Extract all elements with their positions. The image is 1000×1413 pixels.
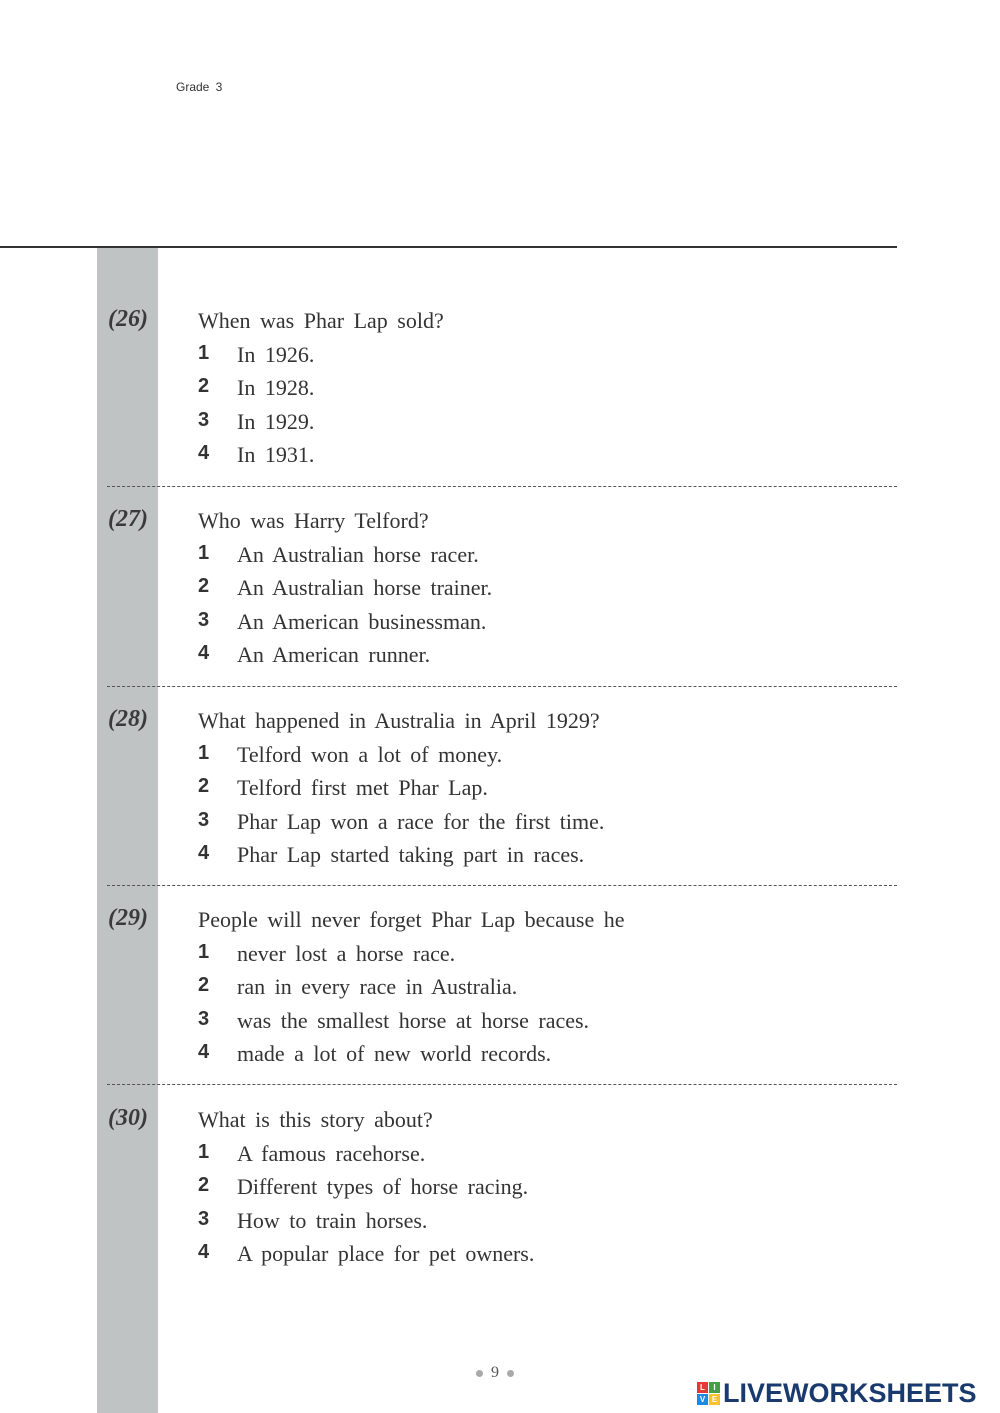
page-number-text: 9 — [491, 1364, 499, 1381]
logo-letter: L — [697, 1382, 708, 1393]
question-30 — [0, 1105, 897, 1305]
choice-number: 3 — [198, 809, 210, 831]
choice-number: 1 — [198, 941, 210, 963]
dot-icon — [507, 1370, 514, 1377]
question-divider — [107, 1084, 897, 1085]
dot-icon — [476, 1370, 483, 1377]
choice-text: made a lot of new world records. — [237, 1041, 552, 1066]
choice-text: A popular place for pet owners. — [237, 1241, 535, 1266]
choice-number: 1 — [198, 1141, 210, 1163]
question-text: People will never forget Phar Lap because he — [198, 907, 625, 932]
grade-label: Grade 3 — [176, 80, 223, 94]
choice-number: 3 — [198, 1208, 210, 1230]
question-27 — [0, 506, 897, 706]
choice-number: 2 — [198, 1174, 210, 1196]
choice-text: Phar Lap won a race for the first time. — [237, 809, 605, 834]
liveworksheets-logo-icon — [697, 1382, 720, 1405]
question-number: (26) — [108, 306, 148, 332]
logo-letter: I — [709, 1382, 720, 1393]
choice-number: 4 — [198, 1241, 210, 1263]
logo-letter: V — [697, 1394, 708, 1405]
choice-text: Phar Lap started taking part in races. — [237, 842, 585, 867]
choice-text: In 1926. — [237, 342, 315, 367]
question-text: When was Phar Lap sold? — [198, 308, 444, 333]
choice-number: 1 — [198, 742, 210, 764]
question-number: (28) — [108, 706, 148, 732]
choice-text: In 1928. — [237, 375, 315, 400]
question-26 — [0, 306, 897, 506]
choice-text: How to train horses. — [237, 1208, 428, 1233]
watermark-text: LIVEWORKSHEETS — [723, 1378, 977, 1408]
question-divider — [107, 486, 897, 487]
choice-text: Telford first met Phar Lap. — [237, 775, 488, 800]
page-number — [476, 1364, 514, 1382]
choice-text: In 1929. — [237, 409, 315, 434]
logo-letter: E — [709, 1394, 720, 1405]
question-number: (29) — [108, 905, 148, 931]
choice-number: 4 — [198, 442, 210, 464]
choice-text: An Australian horse trainer. — [237, 575, 493, 600]
choice-text: ran in every race in Australia. — [237, 974, 518, 999]
question-text: What happened in Australia in April 1929? — [198, 708, 600, 733]
choice-text: was the smallest horse at horse races. — [237, 1008, 590, 1033]
question-29 — [0, 905, 897, 1105]
question-divider — [107, 885, 897, 886]
question-text: What is this story about? — [198, 1107, 433, 1132]
choice-number: 3 — [198, 1008, 210, 1030]
liveworksheets-watermark[interactable] — [697, 1378, 977, 1409]
choice-text: An American runner. — [237, 642, 431, 667]
choice-number: 3 — [198, 409, 210, 431]
choice-number: 4 — [198, 1041, 210, 1063]
choice-number: 4 — [198, 842, 210, 864]
choice-number: 2 — [198, 375, 210, 397]
choice-text: Different types of horse racing. — [237, 1174, 529, 1199]
choice-number: 1 — [198, 542, 210, 564]
choice-number: 2 — [198, 775, 210, 797]
question-number: (30) — [108, 1105, 148, 1131]
choice-number: 3 — [198, 609, 210, 631]
choice-number: 2 — [198, 575, 210, 597]
question-number: (27) — [108, 506, 148, 532]
choice-text: A famous racehorse. — [237, 1141, 426, 1166]
question-28 — [0, 706, 897, 906]
choice-text: never lost a horse race. — [237, 941, 456, 966]
choice-number: 4 — [198, 642, 210, 664]
choice-text: In 1931. — [237, 442, 315, 467]
choice-text: Telford won a lot of money. — [237, 742, 503, 767]
choice-text: An Australian horse racer. — [237, 542, 479, 567]
choice-number: 2 — [198, 974, 210, 996]
question-divider — [107, 686, 897, 687]
choice-number: 1 — [198, 342, 210, 364]
question-text: Who was Harry Telford? — [198, 508, 429, 533]
choice-text: An American businessman. — [237, 609, 487, 634]
